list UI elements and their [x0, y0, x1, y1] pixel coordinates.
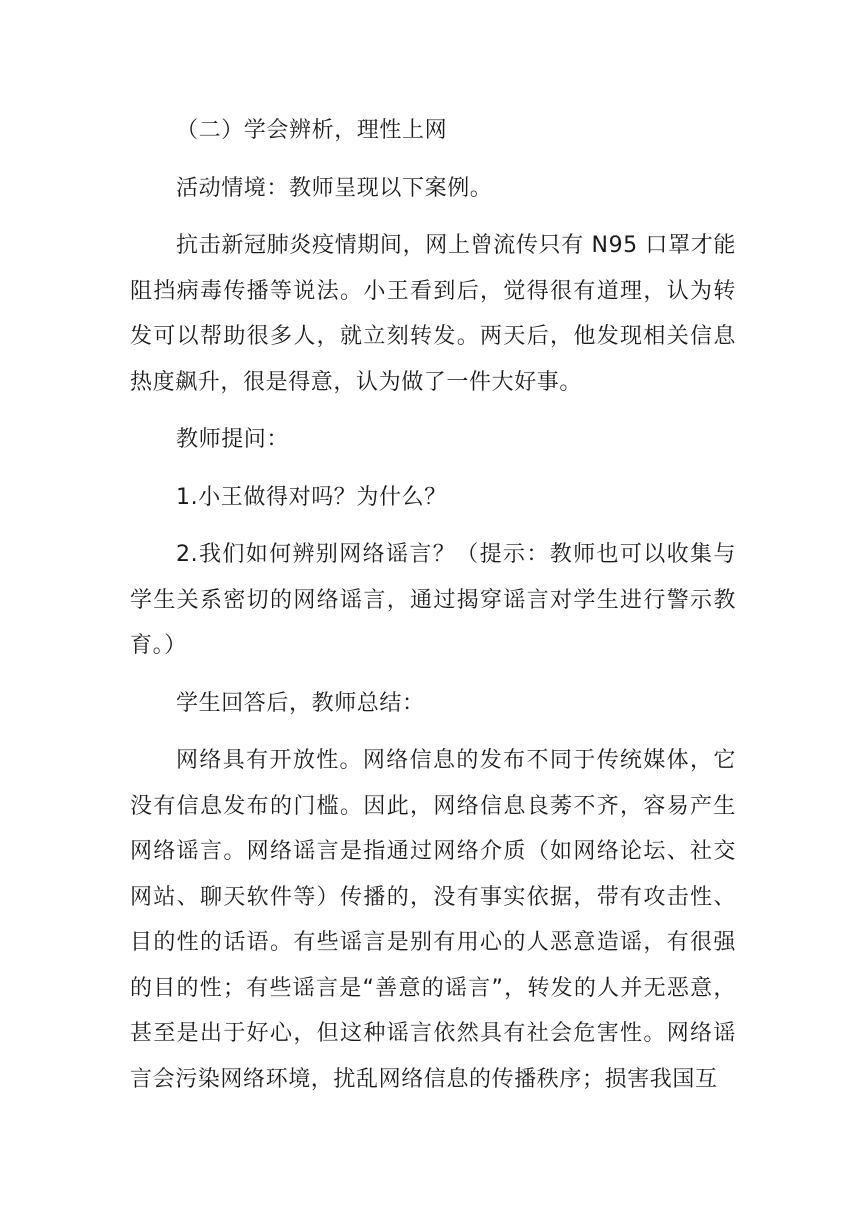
- teacher-question-label: 教师提问：: [176, 427, 290, 452]
- document-body: [130, 108, 736, 1114]
- activity-scenario: 活动情境：教师呈现以下案例。: [176, 175, 493, 201]
- question-2: 2.我们如何辨别网络谣言？（提示：教师也可以收集与学生关系密切的网络谣言，通过揭穿谣言对学生进行警示教育。）: [130, 542, 736, 658]
- section-heading: （二）学会辨析，理性上网: [176, 118, 448, 143]
- question-1: 1.小王做得对吗？为什么？: [176, 484, 447, 510]
- summary-paragraph: 网络具有开放性。网络信息的发布不同于传统媒体，它没有信息发布的门槛。因此，网络信息良莠不齐，容易产生网络谣言。网络谣言是指通过网络介质（如网络论坛、社交网站、聊天软件等）传播的，没有事实依据，带有攻击性、目的性的话语。有些谣言是别有用心的人恶意造谣，有很强的目的性；有些谣言是“善意的谣言”，转发的人并无恶意，甚至是出于好心，但这种谣言依然具有社会危害性。网络谣言会污染网络环境，扰乱网络信息的传播秩序；损害我国互: [130, 748, 736, 1092]
- case-paragraph: 抗击新冠肺炎疫情期间，网上曾流传只有 N95 口罩才能阻挡病毒传播等说法。小王看到后，觉得很有道理，认为转发可以帮助很多人，就立刻转发。两天后，他发现相关信息热度飙升，很是得意，认为做了一件大好事。: [130, 233, 736, 395]
- summary-label: 学生回答后，教师总结：: [176, 690, 425, 716]
